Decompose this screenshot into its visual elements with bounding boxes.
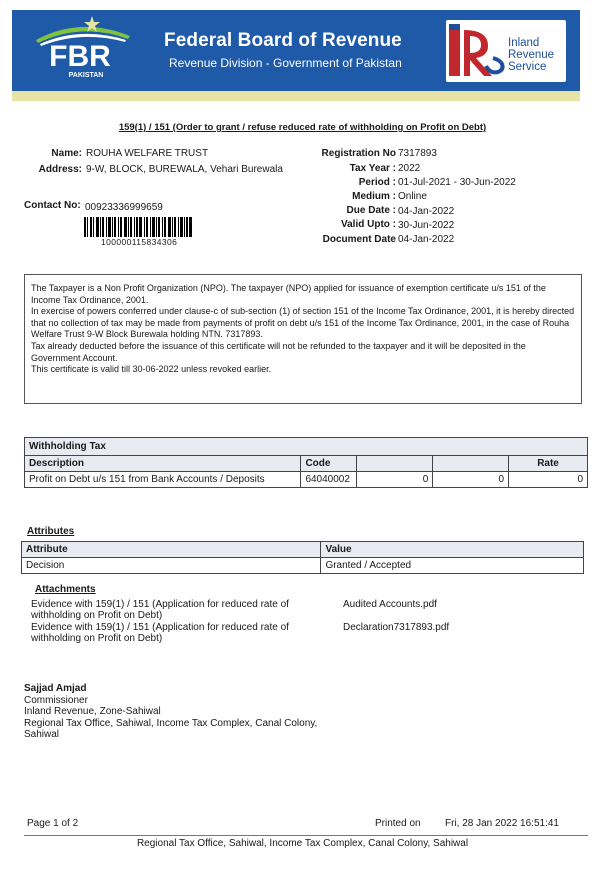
document-date-label: Document Date (322, 234, 396, 245)
table-row (25, 472, 588, 488)
table-cell: 0 (433, 472, 509, 488)
footer-address: Regional Tax Office, Sahiwal, Income Tax Complex, Canal Colony, Sahiwal (136, 838, 469, 849)
tax-year-label: Tax Year : (349, 163, 396, 174)
withholding-heading: Withholding Tax (25, 438, 588, 456)
taxpayer-address: 9-W, BLOCK, BUREWALA, Vehari Burewala (86, 164, 283, 175)
header-subtitle: Revenue Division - Government of Pakistan (169, 56, 402, 70)
signatory-designation: Commissioner (24, 694, 88, 706)
medium-label: Medium : (352, 191, 396, 202)
attributes-table (21, 541, 584, 574)
column-header: Rate (509, 456, 588, 472)
signatory-office: Regional Tax Office, Sahiwal, Income Tax Complex, Canal Colony, (24, 717, 318, 729)
attachment-description: Evidence with 159(1) / 151 (Application for reduced rate of withholding on Profit on Debt) (31, 599, 289, 621)
due-date-label: Due Date : (346, 205, 396, 216)
attachment-file-link[interactable]: Audited Accounts.pdf (343, 599, 437, 610)
table-heading-row (25, 438, 588, 456)
attachment-file-link[interactable]: Declaration7317893.pdf (343, 622, 450, 633)
column-header (433, 456, 509, 472)
footer-divider (24, 835, 588, 836)
barcode (84, 217, 192, 237)
irs-logo-text: Inland Revenue Service (508, 37, 555, 73)
table-header-row (25, 456, 588, 472)
column-header: Description (25, 456, 301, 472)
notice-paragraph: This certificate is valid till 30-06-2022 unless revoked earlier. (31, 364, 272, 375)
irs-emblem-icon (446, 20, 506, 82)
fbr-logo (30, 14, 140, 78)
printed-label: Printed on (375, 818, 421, 829)
table-cell: 0 (509, 472, 588, 488)
contact-number: 00923336999659 (85, 202, 163, 213)
column-header: Value (321, 542, 584, 558)
name-label: Name: (51, 148, 82, 159)
notice-box (24, 274, 582, 404)
signatory-block (24, 683, 317, 741)
notice-paragraph: Tax already deducted before the issuance of this certificate will not be refunded to the taxpayer and it will be deposited in the Government Account. (31, 340, 526, 363)
signatory-name: Sajjad Amjad (24, 683, 87, 694)
period: 01-Jul-2021 - 30-Jun-2022 (398, 177, 516, 188)
table-cell: Granted / Accepted (321, 558, 584, 574)
notice-paragraph: The Taxpayer is a Non Profit Organization (NPO). The taxpayer (NPO) applied for issuance of exemption certificate u/s 151 of the Income Tax Ordinance, 2001. (31, 283, 546, 305)
table-cell: Decision (22, 558, 321, 574)
printed-timestamp: Fri, 28 Jan 2022 16:51:41 (445, 818, 559, 829)
header-title: Federal Board of Revenue (164, 30, 402, 51)
valid-upto: 30-Jun-2022 (398, 220, 455, 231)
svg-text:PAKISTAN: PAKISTAN (68, 72, 104, 78)
barcode-number: 100000115834306 (101, 237, 178, 247)
tax-year: 2022 (398, 163, 421, 174)
medium: Online (398, 191, 427, 202)
table-cell: 64040002 (301, 472, 357, 488)
signatory-city: Sahiwal (24, 729, 60, 741)
page-number: Page 1 of 2 (27, 818, 79, 829)
registration-number: 7317893 (398, 148, 437, 159)
table-row (22, 558, 584, 574)
column-header (357, 456, 433, 472)
header-stripe (12, 91, 580, 101)
column-header: Attribute (22, 542, 321, 558)
taxpayer-name: ROUHA WELFARE TRUST (86, 148, 209, 159)
attachments-heading: Attachments (35, 584, 96, 595)
table-cell: 0 (357, 472, 433, 488)
svg-text:FBR: FBR (49, 40, 111, 73)
attachment-description: Evidence with 159(1) / 151 (Application for reduced rate of withholding on Profit on Debt) (31, 622, 289, 644)
address-label: Address: (38, 164, 82, 175)
registration-label: Registration No (321, 148, 396, 159)
table-cell: Profit on Debt u/s 151 from Bank Accounts / Deposits (25, 472, 301, 488)
table-header-row (22, 542, 584, 558)
withholding-table (24, 437, 588, 488)
column-header: Code (301, 456, 357, 472)
valid-upto-label: Valid Upto : (341, 219, 396, 230)
notice-paragraph: In exercise of powers conferred under clause-c of sub-section (1) of section 151 of the Income Tax Ordinance, 2001, it is hereby directed that no collection of tax may be made from payments of profit on debt u/s 151 of the Income Tax Ordinance, 2001, in the case of Rouha Welfare Trust 9-W Block Burewala holding NTN. 7317893. (31, 306, 575, 340)
due-date: 04-Jan-2022 (398, 206, 455, 217)
form-title: 159(1) / 151 (Order to grant / refuse reduced rate of withholding on Profit on Debt) (118, 122, 487, 133)
contact-label: Contact No: (24, 200, 81, 211)
document-date: 04-Jan-2022 (398, 234, 455, 245)
signatory-zone: Inland Revenue, Zone-Sahiwal (24, 706, 161, 718)
period-label: Period : (358, 177, 396, 188)
attributes-heading: Attributes (27, 526, 75, 537)
